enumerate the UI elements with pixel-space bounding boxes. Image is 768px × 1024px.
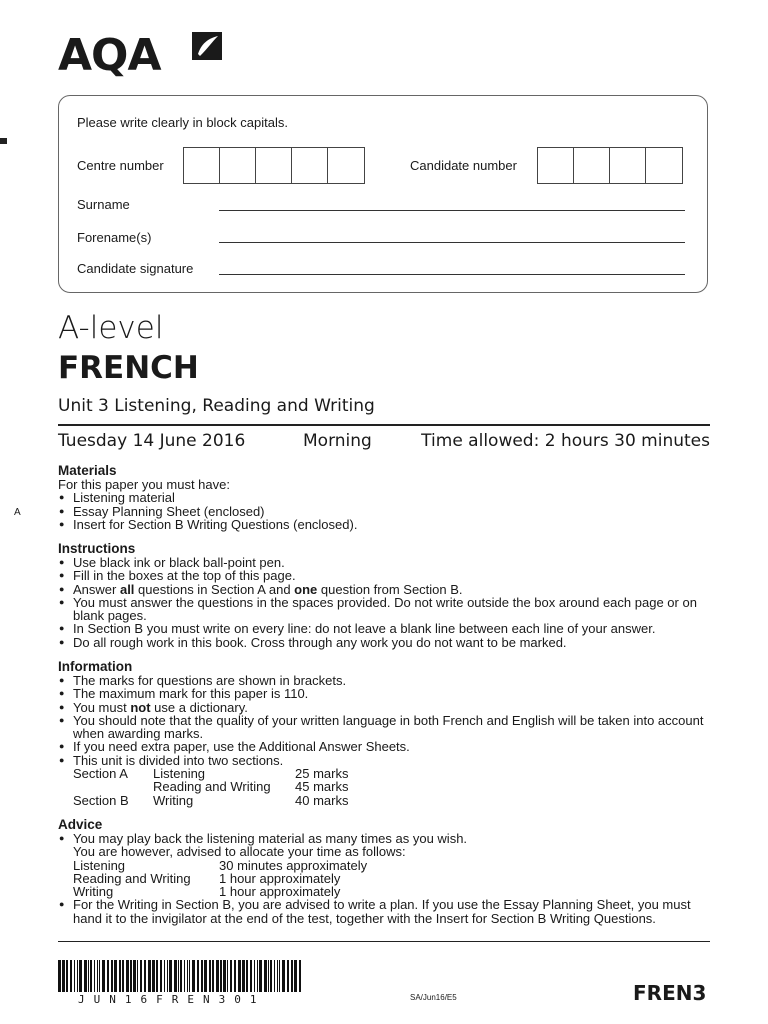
centre-number-cell[interactable]: [328, 148, 364, 183]
barcode-bar: [130, 960, 132, 992]
timing-task: Writing: [73, 884, 114, 900]
instruction-item: [58, 583, 710, 596]
timing-time: 1 hour approximately: [219, 884, 341, 900]
barcode-bar: [58, 960, 61, 992]
forenames-field[interactable]: [219, 242, 685, 243]
section-name: Section B: [73, 792, 129, 808]
surname-field[interactable]: [219, 210, 685, 211]
materials-heading: Materials: [58, 463, 117, 478]
surname-label: Surname: [77, 197, 130, 212]
candidate-number-cell[interactable]: [538, 148, 574, 183]
barcode-bar: [294, 960, 297, 992]
candidate-details-box: [58, 95, 708, 293]
barcode-bar: [201, 960, 203, 992]
timing-task: Reading and Writing: [73, 870, 191, 886]
barcode-bar: [148, 960, 151, 992]
barcode-bar: [216, 960, 219, 992]
subject-title: FRENCH: [58, 350, 199, 386]
block-capitals-instruction: Please write clearly in block capitals.: [77, 115, 288, 130]
candidate-number-label: Candidate number: [410, 158, 517, 173]
barcode-bar: [167, 960, 168, 992]
advice-heading: Advice: [58, 817, 103, 832]
paper-code: FREN3: [633, 981, 707, 1005]
centre-number-cell[interactable]: [184, 148, 220, 183]
barcode-bar: [140, 960, 142, 992]
exam-session: Morning: [303, 431, 372, 451]
barcode-bar: [254, 960, 255, 992]
information-item: ● If you need extra paper, use the Additional Answer Sheets.: [58, 740, 710, 753]
barcode-bar: [174, 960, 177, 992]
advice-section: [58, 817, 710, 925]
barcode-bar: [114, 960, 117, 992]
materials-section: [58, 463, 710, 531]
instructions-heading: Instructions: [58, 541, 136, 556]
barcode-bar: [274, 960, 275, 992]
section-marks: 25 marks: [295, 766, 349, 782]
barcode-bar: [264, 960, 267, 992]
unit-title: Unit 3 Listening, Reading and Writing: [58, 396, 375, 416]
information-text: You must: [73, 699, 131, 715]
barcode-bar: [189, 960, 190, 992]
footer-divider: [58, 941, 710, 942]
barcode-bar: [66, 960, 68, 992]
barcode-bar: [238, 960, 241, 992]
barcode-bar: [62, 960, 65, 992]
barcode-bar: [111, 960, 113, 992]
timing-table: [73, 859, 710, 899]
instruction-text: question from Section B.: [317, 581, 463, 597]
aqa-logo: [58, 28, 228, 84]
barcode-bar: [227, 960, 228, 992]
section-marks-row: [73, 780, 710, 793]
barcode-bar: [257, 960, 258, 992]
materials-intro: For this paper you must have:: [58, 477, 230, 492]
barcode-bar: [250, 960, 252, 992]
time-allowed: Time allowed: 2 hours 30 minutes: [421, 431, 710, 451]
emphasis-one: one: [294, 581, 318, 597]
barcode-bar: [287, 960, 289, 992]
instruction-item: ● Use black ink or black ball-point pen.: [58, 556, 710, 569]
barcode-bar: [223, 960, 226, 992]
barcode-bar: [212, 960, 214, 992]
emphasis-all: all: [119, 581, 135, 597]
barcode-bar: [259, 960, 262, 992]
centre-number-cell[interactable]: [220, 148, 256, 183]
barcode-bar: [184, 960, 185, 992]
barcode-bar: [234, 960, 236, 992]
section-marks: 45 marks: [295, 779, 349, 795]
barcode-bar: [88, 960, 89, 992]
centre-number-field[interactable]: [183, 147, 365, 184]
section-marks: 40 marks: [295, 792, 349, 808]
barcode-bar: [90, 960, 92, 992]
instruction-item: ● Fill in the boxes at the top of this page.: [58, 569, 710, 582]
materials-item: ● Insert for Section B Writing Questions (enclosed).: [58, 518, 710, 531]
information-item: ● The marks for questions are shown in brackets.: [58, 674, 710, 687]
section-marks-row: [73, 794, 710, 807]
title-divider: [58, 424, 710, 426]
section-marks-table: [73, 767, 710, 807]
instructions-section: [58, 541, 710, 649]
section-name: Section A: [73, 766, 128, 782]
section-part: Writing: [153, 792, 194, 808]
advice-text: You are however, advised to allocate your time as follows:: [73, 844, 406, 860]
timing-row: [73, 885, 710, 898]
barcode-bar: [268, 960, 269, 992]
timing-row: [73, 859, 710, 872]
barcode-bar: [77, 960, 78, 992]
barcode-bar: [160, 960, 162, 992]
barcode-bar: [126, 960, 129, 992]
side-mark: A: [14, 507, 21, 518]
barcode-bar: [299, 960, 301, 992]
forenames-label: Forename(s): [77, 230, 152, 245]
instruction-item: ● Do all rough work in this book. Cross through any work you do not want to be marked.: [58, 636, 710, 649]
barcode-bar: [137, 960, 138, 992]
timing-time: 1 hour approximately: [219, 870, 341, 886]
barcode-bar: [180, 960, 182, 992]
edge-registration-mark: [0, 138, 7, 144]
barcode-bar: [79, 960, 82, 992]
barcode-bar: [291, 960, 293, 992]
information-item: [58, 701, 710, 714]
centre-number-cell[interactable]: [292, 148, 328, 183]
barcode-bar: [133, 960, 136, 992]
logo-leaf-icon: [190, 30, 224, 62]
document-reference: SA/Jun16/E5: [410, 993, 457, 1002]
timing-time: 30 minutes approximately: [219, 857, 368, 873]
barcode-bar: [94, 960, 95, 992]
barcode: [58, 960, 303, 992]
barcode-bar: [122, 960, 124, 992]
barcode-bar: [230, 960, 232, 992]
barcode-bar: [220, 960, 222, 992]
information-item: ● This unit is divided into two sections.: [58, 754, 710, 767]
instruction-item: ● You must answer the questions in the spaces provided. Do not write outside the box around each page or on blank pages.: [58, 596, 710, 623]
instruction-text: Answer: [73, 581, 120, 597]
instruction-text: questions in Section A and: [134, 581, 295, 597]
logo-text: AQA: [58, 30, 161, 81]
section-marks-row: [73, 767, 710, 780]
emphasis-not: not: [130, 699, 151, 715]
signature-field[interactable]: [219, 274, 685, 275]
qualification-level: A-level: [58, 310, 164, 346]
signature-label: Candidate signature: [77, 261, 194, 276]
barcode-bar: [152, 960, 155, 992]
barcode-bar: [282, 960, 285, 992]
barcode-bar: [107, 960, 109, 992]
information-item: ● The maximum mark for this paper is 110.: [58, 687, 710, 700]
candidate-number-field[interactable]: [537, 147, 683, 184]
centre-number-label: Centre number: [77, 158, 164, 173]
barcode-bar: [279, 960, 280, 992]
section-part: Listening: [153, 766, 206, 782]
section-name: [73, 780, 153, 793]
candidate-number-cell[interactable]: [610, 148, 646, 183]
barcode-bar: [197, 960, 199, 992]
exam-date: Tuesday 14 June 2016: [58, 431, 246, 451]
barcode-bar: [242, 960, 245, 992]
barcode-bar: [277, 960, 278, 992]
barcode-bar: [164, 960, 165, 992]
barcode-bar: [119, 960, 121, 992]
candidate-number-cell[interactable]: [574, 148, 610, 183]
timing-row: [73, 872, 710, 885]
materials-item: ● Essay Planning Sheet (enclosed): [58, 505, 710, 518]
materials-item: ● Listening material: [58, 491, 710, 504]
instruction-item: ● In Section B you must write on every line: do not leave a blank line between each line of your answer.: [58, 622, 710, 635]
advice-item: ● For the Writing in Section B, you are advised to write a plan. If you use the Essay Planning Sheet, you must hand it to the invigilator at the end of the test, together with the Insert for Section B Writing Questions.: [58, 898, 710, 925]
barcode-bar: [84, 960, 87, 992]
barcode-bar: [178, 960, 179, 992]
barcode-bar: [209, 960, 211, 992]
barcode-bar: [70, 960, 72, 992]
advice-item: [58, 832, 710, 859]
barcode-bar: [192, 960, 195, 992]
timing-task: Listening: [73, 857, 126, 873]
barcode-bar: [169, 960, 172, 992]
information-item: ● You should note that the quality of your written language in both French and English will be taken into account when awarding marks.: [58, 714, 710, 741]
information-text: use a dictionary.: [150, 699, 248, 715]
barcode-bar: [156, 960, 158, 992]
barcode-bar: [270, 960, 272, 992]
information-section: [58, 659, 710, 807]
barcode-bar: [102, 960, 105, 992]
barcode-bar: [204, 960, 207, 992]
barcode-bar: [74, 960, 75, 992]
barcode-bar: [187, 960, 188, 992]
barcode-text: JUN16FREN301: [78, 993, 266, 1006]
barcode-bar: [246, 960, 248, 992]
advice-text: ● You may play back the listening material as many times as you wish.: [73, 831, 468, 846]
section-part: Reading and Writing: [153, 779, 271, 795]
barcode-bar: [144, 960, 146, 992]
centre-number-cell[interactable]: [256, 148, 292, 183]
barcode-bar: [97, 960, 98, 992]
information-heading: Information: [58, 659, 133, 674]
candidate-number-cell[interactable]: [646, 148, 682, 183]
barcode-bar: [99, 960, 100, 992]
